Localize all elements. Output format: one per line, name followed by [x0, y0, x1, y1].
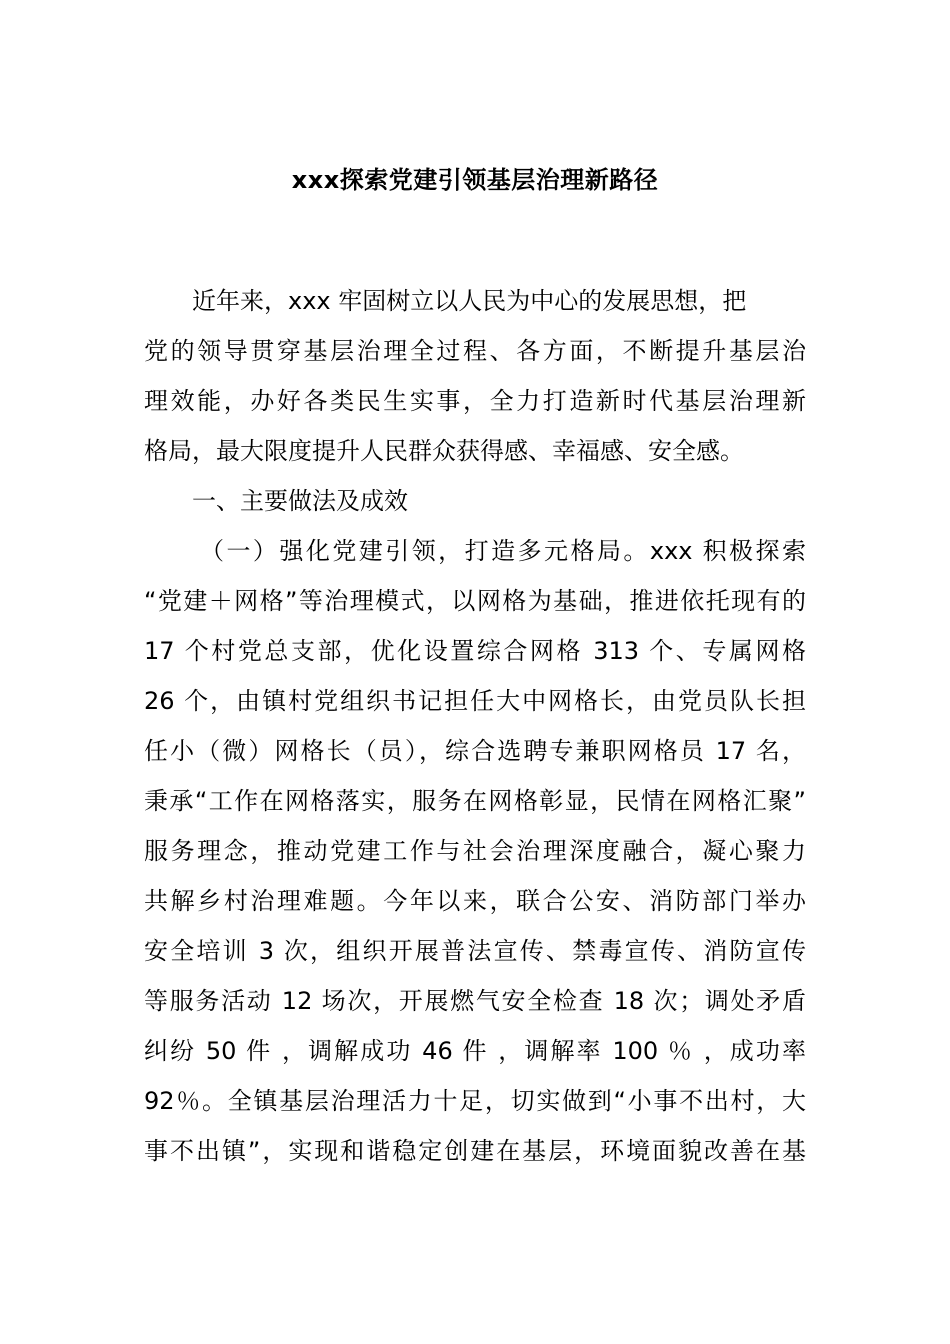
paragraph-line: 服务理念，推动党建工作与社会治理深度融合，凝心聚力 [144, 837, 806, 865]
paragraph-line: 共解乡村治理难题。今年以来，联合公安、消防部门举办 [144, 887, 806, 915]
paragraph-line: 17 个村党总支部，优化设置综合网格 313 个、专属网格 [144, 637, 806, 665]
paragraph-line: 秉承“工作在网格落实，服务在网格彰显，民情在网格汇聚” [144, 787, 806, 815]
paragraph-line: 安全培训 3 次，组织开展普法宣传、禁毒宣传、消防宣传 [144, 937, 806, 965]
paragraph-line: 党的领导贯穿基层治理全过程、各方面，不断提升基层治 [144, 337, 806, 365]
document-title: xxx探索党建引领基层治理新路径 [291, 166, 659, 194]
paragraph-line: 格局，最大限度提升人民群众获得感、幸福感、安全感。 [144, 437, 744, 465]
paragraph-line: 事不出镇”，实现和谐稳定创建在基层，环境面貌改善在基 [144, 1137, 806, 1165]
paragraph-line: 92％。全镇基层治理活力十足，切实做到“小事不出村，大 [144, 1087, 806, 1115]
paragraph-line: 近年来，xxx 牢固树立以人民为中心的发展思想，把 [192, 287, 747, 315]
paragraph-line: （一）强化党建引领，打造多元格局。xxx 积极探索 [200, 537, 806, 565]
paragraph-line: “党建＋网格”等治理模式，以网格为基础，推进依托现有的 [144, 587, 806, 615]
paragraph-line: 纠纷 50 件 ，调解成功 46 件 ，调解率 100 ％ ，成功率 [144, 1037, 806, 1065]
paragraph-line: 任小（微）网格长（员），综合选聘专兼职网格员 17 名， [144, 737, 806, 765]
paragraph-line: 理效能，办好各类民生实事，全力打造新时代基层治理新 [144, 387, 806, 415]
paragraph-line: 26 个，由镇村党组织书记担任大中网格长，由党员队长担 [144, 687, 806, 715]
paragraph-line: 等服务活动 12 场次，开展燃气安全检查 18 次；调处矛盾 [144, 987, 806, 1015]
section-heading: 一、主要做法及成效 [192, 487, 408, 515]
